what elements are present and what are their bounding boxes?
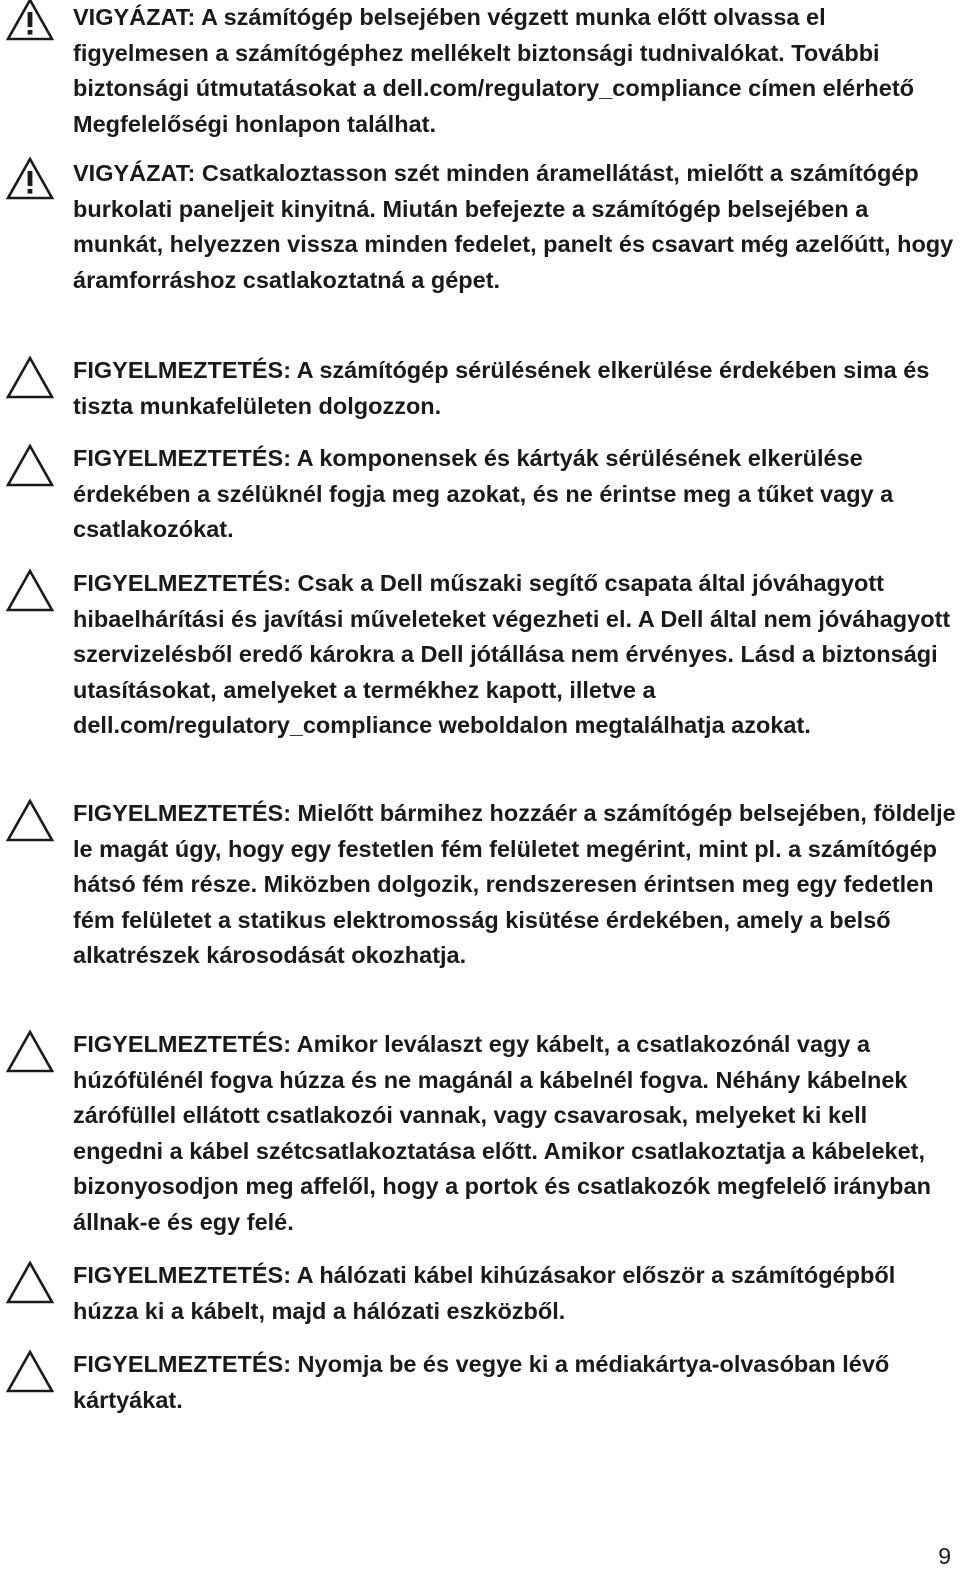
caution-triangle-icon (5, 1260, 55, 1306)
warning-text: VIGYÁZAT: A számítógép belsejében végzett munka előtt olvassa el figyelmesen a számítógéphez mellékelt biztonsági tudnivalókat. További biztonsági útmutatásokat a dell.com/regulatory_compliance címen elérhető Megfelelőségi honlapon találhat. (73, 4, 914, 137)
caution-text: FIGYELMEZTETÉS: Amikor leválaszt egy kábelt, a csatlakozónál vagy a húzófülénél fogva húzza és ne magánál a kábelnél fogva. Néhány kábelnek zárófüllel ellátott csatlakozói vannak, vagy csavarosak, melyeket ki kell engedni a kábel szétcsatlakoztatása előtt. Amikor csatlakoztatja a kábeleket, bizonyosodjon meg affelől, hogy a portok és csatlakozók megfelelő irányban állnak-e és egy felé. (73, 1031, 931, 1235)
caution-triangle-icon (5, 443, 55, 489)
caution-triangle-icon (5, 798, 55, 844)
caution-triangle-icon (5, 1349, 55, 1395)
warning-exclamation-icon (5, 156, 55, 202)
caution-text: FIGYELMEZTETÉS: A számítógép sérülésének elkerülése érdekében sima és tiszta munkafelületen dolgozzon. (73, 357, 930, 419)
caution-text: FIGYELMEZTETÉS: Nyomja be és vegye ki a médiakártya-olvasóban lévő kártyákat. (73, 1351, 890, 1413)
warning-text: VIGYÁZAT: Csatkaloztasson szét minden áramellátást, mielőtt a számítógép burkolati paneljeit kinyitná. Miután befejezte a számítógép belsejében a munkát, helyezzen vissza minden fedelet, panelt és csavart még azelőútt, hogy áramforráshoz csatlakoztatná a gépet. (73, 160, 954, 293)
caution-text: FIGYELMEZTETÉS: A hálózati kábel kihúzásakor először a számítógépből húzza ki a kábelt, majd a hálózati eszközből. (73, 1262, 896, 1324)
warning-exclamation-icon (5, 0, 55, 43)
caution-text: FIGYELMEZTETÉS: A komponensek és kártyák sérülésének elkerülése érdekében a szélüknél fogja meg azokat, és ne érintse meg a tűket vagy a csatlakozókat. (73, 445, 894, 542)
caution-triangle-icon (5, 1029, 55, 1075)
caution-text: FIGYELMEZTETÉS: Mielőtt bármihez hozzáér a számítógép belsejében, földelje le magát úgy, hogy egy festetlen fém felületet megérint, mint pl. a számítógép hátsó fém része. Miközben dolgozik, rendszeresen érintsen meg egy fedetlen fém felületet a statikus elektromosság kisütése érdekében, amely a belső alkatrészek károsodását okozhatja. (73, 800, 956, 968)
caution-text: FIGYELMEZTETÉS: Csak a Dell műszaki segítő csapata által jóváhagyott hibaelhárítási és javítási műveleteket végezheti el. A Dell által nem jóváhagyott szervizelésből eredő károkra a Dell jótállása nem érvényes. Lásd a biztonsági utasításokat, amelyeket a termékhez kapott, illetve a dell.com/regulatory_compliance weboldalon megtalálhatja azokat. (73, 570, 951, 738)
caution-triangle-icon (5, 568, 55, 614)
page-number: 9 (938, 1543, 951, 1569)
caution-triangle-icon (5, 355, 55, 401)
